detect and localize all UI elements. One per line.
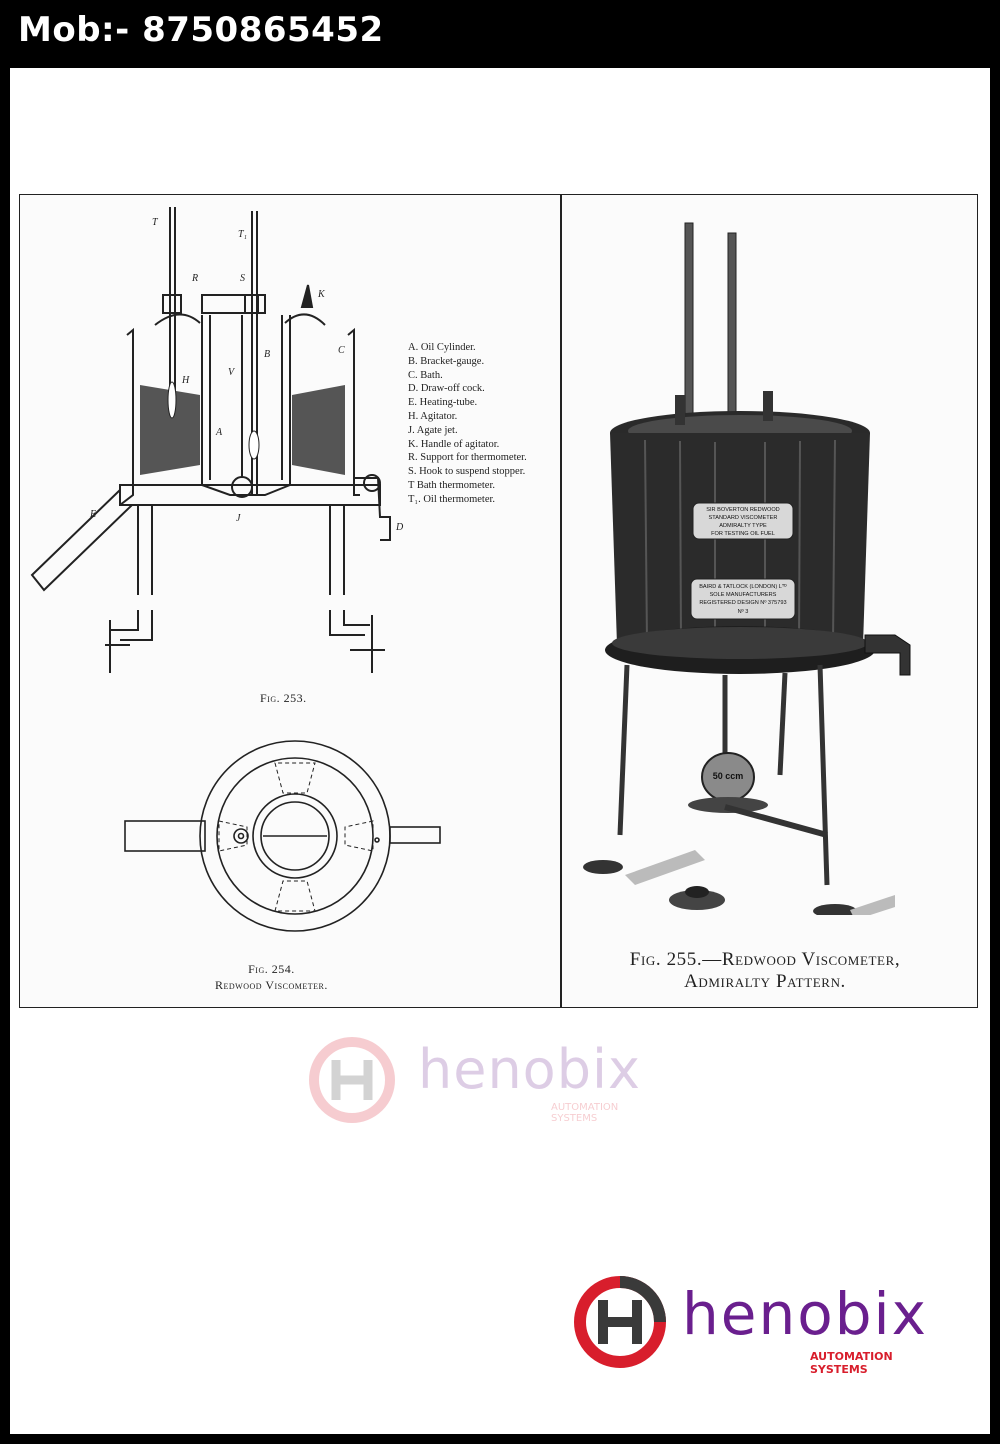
- fig255-caption: Fig. 255.—Redwood Viscometer,: [629, 949, 901, 970]
- fig255-caption-block: [565, 949, 965, 993]
- legend-item: S. Hook to suspend stopper.: [408, 466, 526, 478]
- fig254-caption-block: [215, 961, 328, 993]
- watermark-faint-brand: henobix: [418, 1038, 641, 1101]
- fig254-caption: Fig. 254.: [248, 962, 295, 976]
- brand-name: henobix: [682, 1280, 928, 1348]
- legend-item: E. Heating-tube.: [408, 397, 478, 409]
- label-V: V: [228, 367, 235, 378]
- top-banner: [0, 0, 1000, 66]
- fig255-illustration: [565, 195, 975, 915]
- fig255-subtitle: Admiralty Pattern.: [684, 971, 846, 992]
- label-H: H: [182, 375, 190, 386]
- plaque2-line: SOLE MANUFACTURERS: [709, 592, 777, 598]
- label-J: J: [236, 513, 241, 524]
- legend-item: T₁. Oil thermometer.: [408, 493, 496, 505]
- label-D: D: [396, 522, 404, 533]
- label-C: C: [338, 345, 345, 356]
- plaque1-line: STANDARD VISCOMETER: [708, 515, 778, 521]
- plaque2-line: Nº 3: [737, 609, 749, 615]
- fig253-caption: Fig. 253.: [260, 691, 307, 705]
- plaque1-line: SIR BOVERTON REDWOOD: [706, 507, 780, 513]
- label-K: K: [318, 289, 325, 300]
- label-S: S: [240, 273, 245, 284]
- label-E: E: [90, 509, 97, 520]
- henobix-logo-icon: [306, 1034, 398, 1126]
- legend-item: B. Bracket-gauge.: [408, 355, 485, 367]
- legend-item: H. Agitator.: [408, 410, 458, 422]
- label-T1: T₁: [238, 229, 248, 240]
- phone-number: Mob:- 8750865452: [18, 10, 384, 50]
- label-A: A: [216, 427, 223, 438]
- legend-item: C. Bath.: [408, 369, 443, 381]
- label-T: T: [152, 217, 158, 228]
- illustration-plate: [19, 194, 978, 1008]
- legend-item: R. Support for thermometer.: [408, 452, 527, 464]
- legend-item: J. Agate jet.: [408, 424, 458, 436]
- legend-item: A. Oil Cylinder.: [408, 342, 476, 353]
- plaque2-line: REGISTERED DESIGN Nº 375793: [699, 600, 787, 606]
- content-sheet: [10, 68, 990, 1434]
- label-B: B: [264, 349, 271, 360]
- parts-legend: [408, 341, 527, 507]
- flask-label: 50 ccm: [712, 771, 744, 781]
- plaque1-line: ADMIRALTY TYPE: [719, 523, 767, 529]
- plaque1-line: FOR TESTING OIL FUEL: [711, 531, 775, 537]
- legend-item: K. Handle of agitator.: [408, 438, 500, 450]
- watermark-faint-tagline: AUTOMATION SYSTEMS: [551, 1102, 619, 1124]
- label-R: R: [192, 273, 199, 284]
- legend-item: T Bath thermometer.: [408, 479, 495, 491]
- fig254-subtitle: Redwood Viscometer.: [215, 978, 328, 992]
- fig254-plan-diagram: [115, 723, 475, 958]
- henobix-emblem-icon: [570, 1272, 670, 1372]
- plate-divider: [560, 195, 562, 1007]
- plaque2-line: BAIRD & TATLOCK (LONDON) Lᵀᴰ: [699, 584, 787, 590]
- legend-item: D. Draw-off cock.: [408, 383, 485, 395]
- brand-tagline: AUTOMATION SYSTEMS: [810, 1350, 893, 1376]
